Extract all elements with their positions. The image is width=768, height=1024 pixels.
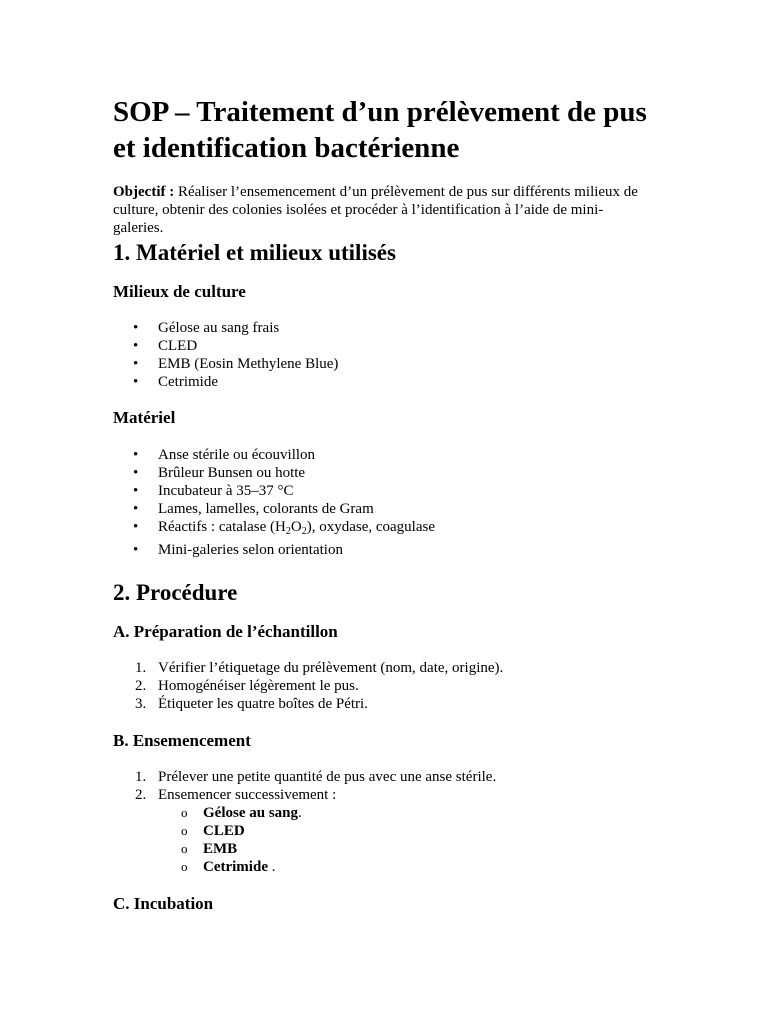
subsection-b-heading: B. Ensemencement (113, 731, 251, 750)
milieux-sublist (113, 804, 653, 876)
milieux-list (113, 319, 653, 391)
milieux-heading: Milieux de culture (113, 282, 246, 301)
list-item: • CLED (133, 338, 198, 354)
bullet-icon: • (133, 501, 139, 517)
bullet-icon: • (133, 483, 139, 499)
objective-label: Objectif : (113, 184, 175, 200)
list-item: • Anse stérile ou écouvillon (133, 447, 316, 463)
list-item: o Cetrimide . (181, 859, 276, 875)
circle-bullet-icon: o (181, 823, 188, 838)
list-item: 2. Ensemencer successivement : (135, 787, 337, 803)
list-item: • Mini-galeries selon orientation (133, 542, 343, 558)
circle-bullet-icon: o (181, 841, 188, 856)
bullet-icon: • (133, 519, 139, 535)
ensemencement-steps (113, 768, 653, 804)
objective-text: Réaliser l’ensemencement d’un prélèvement de pus sur différents milieux de culture, obtenir des colonies isolées et procéder à l’identification à l’aide de mini-galeries. (113, 184, 638, 236)
section-2-heading: 2. Procédure (113, 580, 238, 605)
circle-bullet-icon: o (181, 805, 188, 820)
section-1-heading: 1. Matériel et milieux utilisés (113, 240, 396, 265)
bullet-icon: • (133, 542, 139, 558)
list-item: o EMB (181, 841, 238, 857)
list-item: o CLED (181, 823, 245, 839)
list-item: • Gélose au sang frais (133, 320, 280, 336)
bullet-icon: • (133, 356, 139, 372)
list-item-reactifs: • Réactifs : catalase $(H_2O_2)$, oxydase, coagulase (133, 519, 435, 537)
list-item: 2. Homogénéiser légèrement le pus. (135, 678, 359, 694)
preparation-steps (113, 659, 653, 713)
list-item: 1. Vérifier l’étiquetage du prélèvement (nom, date, origine). (135, 660, 504, 676)
list-item: • Cetrimide (133, 374, 218, 390)
bullet-icon: • (133, 465, 139, 481)
list-item: • Lames, lamelles, colorants de Gram (133, 501, 374, 517)
bullet-icon: • (133, 320, 139, 336)
list-item: 1. Prélever une petite quantité de pus avec une anse stérile. (135, 769, 497, 785)
list-item: o Gélose au sang. (181, 805, 302, 821)
bullet-icon: • (133, 338, 139, 354)
subsection-a-heading: A. Préparation de l’échantillon (113, 622, 338, 641)
list-item: • EMB (Eosin Methylene Blue) (133, 356, 339, 372)
objective-paragraph (113, 183, 653, 237)
subsection-c-heading: C. Incubation (113, 894, 214, 913)
list-item: • Brûleur Bunsen ou hotte (133, 465, 306, 481)
materiel-list (113, 446, 653, 559)
list-item: 3. Étiqueter les quatre boîtes de Pétri. (135, 696, 368, 712)
circle-bullet-icon: o (181, 859, 188, 874)
list-item: • Incubateur à 35–37 °C (133, 483, 294, 499)
bullet-icon: • (133, 374, 139, 390)
document-page (113, 94, 653, 914)
bullet-icon: • (133, 447, 139, 463)
materiel-heading: Matériel (113, 408, 176, 427)
document-title: SOP – Traitement d’un prélèvement de pus et identification bactérienne (113, 96, 647, 164)
